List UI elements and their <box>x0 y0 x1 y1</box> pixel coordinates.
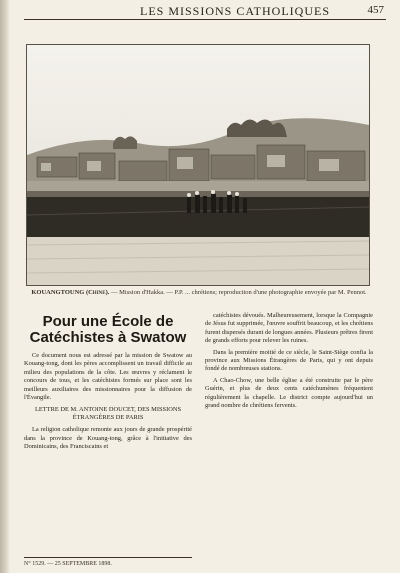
right-paragraph: A Chao-Chow, une belle église a été construite par le père Guérin, et plus de deux cents catéchumènes fréquentent régulièrement la chapelle. Le district compte aujourd'hui un grand nombre de chrétiens fervents. <box>205 376 373 410</box>
photo-caption <box>24 289 374 297</box>
binding-gutter <box>0 0 10 573</box>
right-paragraph: catéchistes dévoués. Malheureusement, lorsque la Compagnie de Jésus fut supprimée, l'œuvre souffrit beaucoup, et les chrétiens furent dispersés durant de longues années. Plusieurs prêtres firent de grands efforts pour relever les ruines. <box>205 312 373 345</box>
right-paragraph: Dans la première moitié de ce siècle, le Saint-Siège confia la province aux Missions Étrangères de Paris, qui y ont depuis fondé de nombreuses stations. <box>205 348 373 373</box>
photo-illustration <box>27 45 369 285</box>
issue-line: N° 1529. — 25 SEPTEMBRE 1898. <box>24 561 112 567</box>
article-intro: Ce document nous est adressé par la mission de Swatow au Kouang-tong, dont les pères accomplissent un travail difficile au milieu des populations de la côte. Les œuvres y réclament le concours de tous, et les catéchistes formés sur place sont les meilleurs auxiliaires des missionnaires pour la diffusion de l'Évangile. <box>24 352 192 402</box>
letter-body: La religion catholique remonte aux jours de grande prospérité dans la province de Kouang-tong, grâce à l'initiative des Dominicains, des Franciscains et <box>24 426 192 451</box>
village-photograph <box>26 44 370 286</box>
caption-text: — Mission d'Hakka. — P.P. ... chrétiens; reproduction d'une photographie envoyée par M. Pennot. <box>111 289 367 296</box>
footer-rule <box>24 557 192 558</box>
running-title: LES MISSIONS CATHOLIQUES <box>139 4 330 18</box>
article-title: Pour une École de Catéchistes à Swatow <box>29 313 187 346</box>
caption-place: KOUANGTOUNG (Chine). <box>31 289 110 296</box>
right-column <box>205 312 373 413</box>
left-column <box>24 312 192 455</box>
letter-heading: LETTRE DE M. ANTOINE DOUCET, DES MISSIONS ÉTRANGÈRES DE PARIS <box>34 406 182 422</box>
header-rule <box>24 19 386 20</box>
page-number: 457 <box>367 4 384 16</box>
